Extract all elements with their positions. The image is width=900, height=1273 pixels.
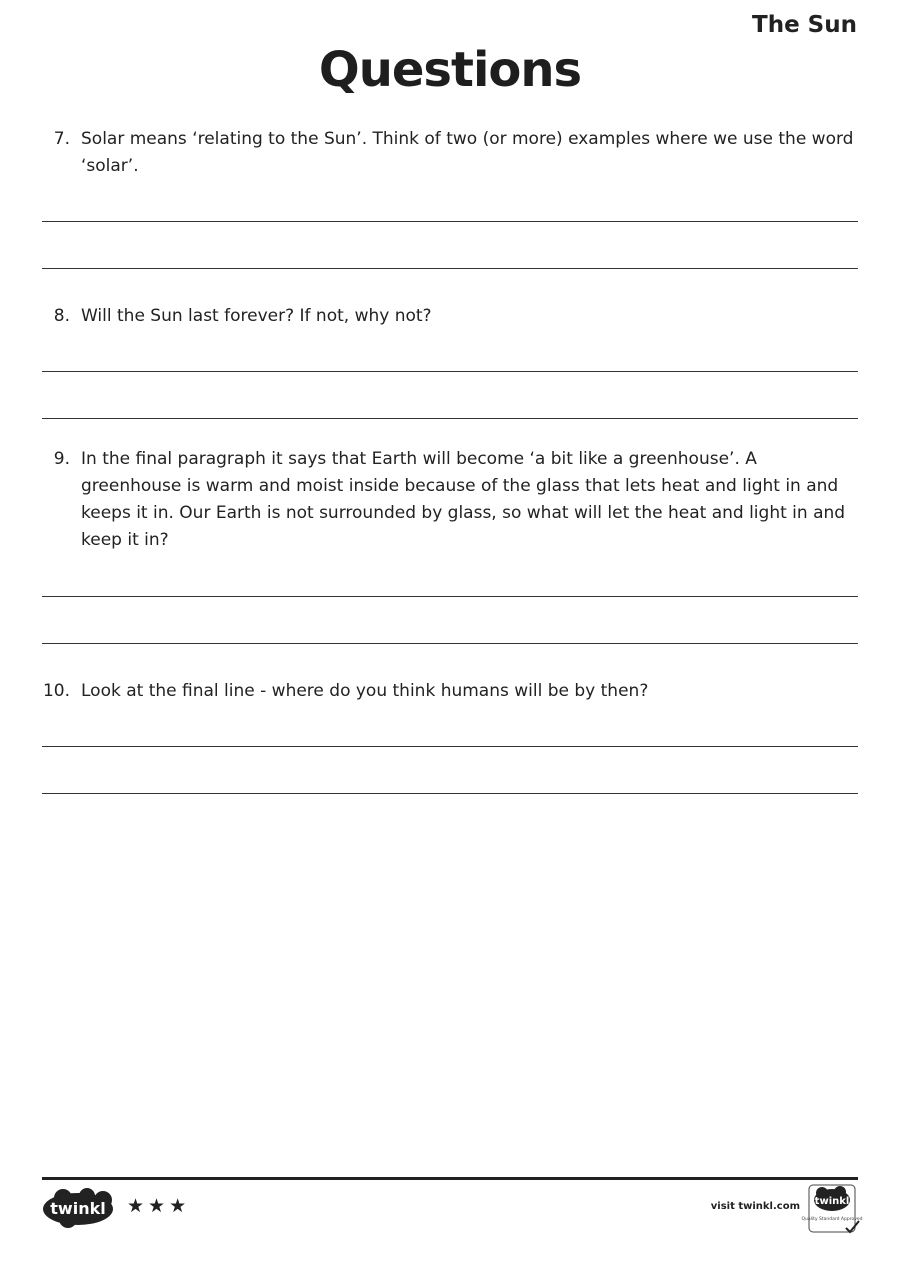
question-text: In the final paragraph it says that Earth will become ‘a bit like a greenhouse’. A greenhouse is warm and moist inside because of the glass that lets heat and light in and keeps it in. Our Earth is not surrounded by glass, so what will let the heat and light in and keep it in? (81, 449, 846, 550)
answer-line[interactable] (42, 793, 858, 794)
answer-line[interactable] (42, 221, 858, 222)
answer-line[interactable] (42, 268, 858, 269)
question-7 (42, 126, 858, 180)
question-8 (42, 303, 858, 330)
quality-standard-badge (801, 1184, 863, 1234)
answer-line[interactable] (42, 418, 858, 419)
question-number: 8. (53, 306, 70, 326)
question-text: Will the Sun last forever? If not, why not? (81, 306, 432, 326)
answer-line[interactable] (42, 746, 858, 747)
star-icon: ★ (169, 1195, 187, 1217)
question-number: 7. (53, 129, 70, 149)
star-icon: ★ (148, 1195, 166, 1217)
star-rating (127, 1196, 186, 1216)
page-title: Questions (318, 42, 582, 98)
question-number: 9. (53, 449, 70, 469)
answer-line[interactable] (42, 596, 858, 597)
footer-divider (42, 1177, 858, 1180)
topic-label: The Sun (752, 12, 857, 38)
twinkl-logo (43, 1188, 113, 1228)
answer-line[interactable] (42, 371, 858, 372)
question-text: Look at the final line - where do you think humans will be by then? (81, 681, 649, 701)
question-9 (42, 446, 858, 554)
question-text: Solar means ‘relating to the Sun’. Think of two (or more) examples where we use the word ‘solar’. (81, 129, 854, 176)
star-icon: ★ (127, 1195, 145, 1217)
question-10 (42, 678, 858, 705)
answer-line[interactable] (42, 643, 858, 644)
badge-caption: Quality Standard Approved (801, 1217, 863, 1222)
logo-text: twinkl (50, 1199, 106, 1218)
question-number: 10. (42, 681, 70, 701)
visit-link[interactable]: visit twinkl.com (710, 1201, 800, 1212)
badge-logo-text: twinkl (814, 1196, 850, 1207)
